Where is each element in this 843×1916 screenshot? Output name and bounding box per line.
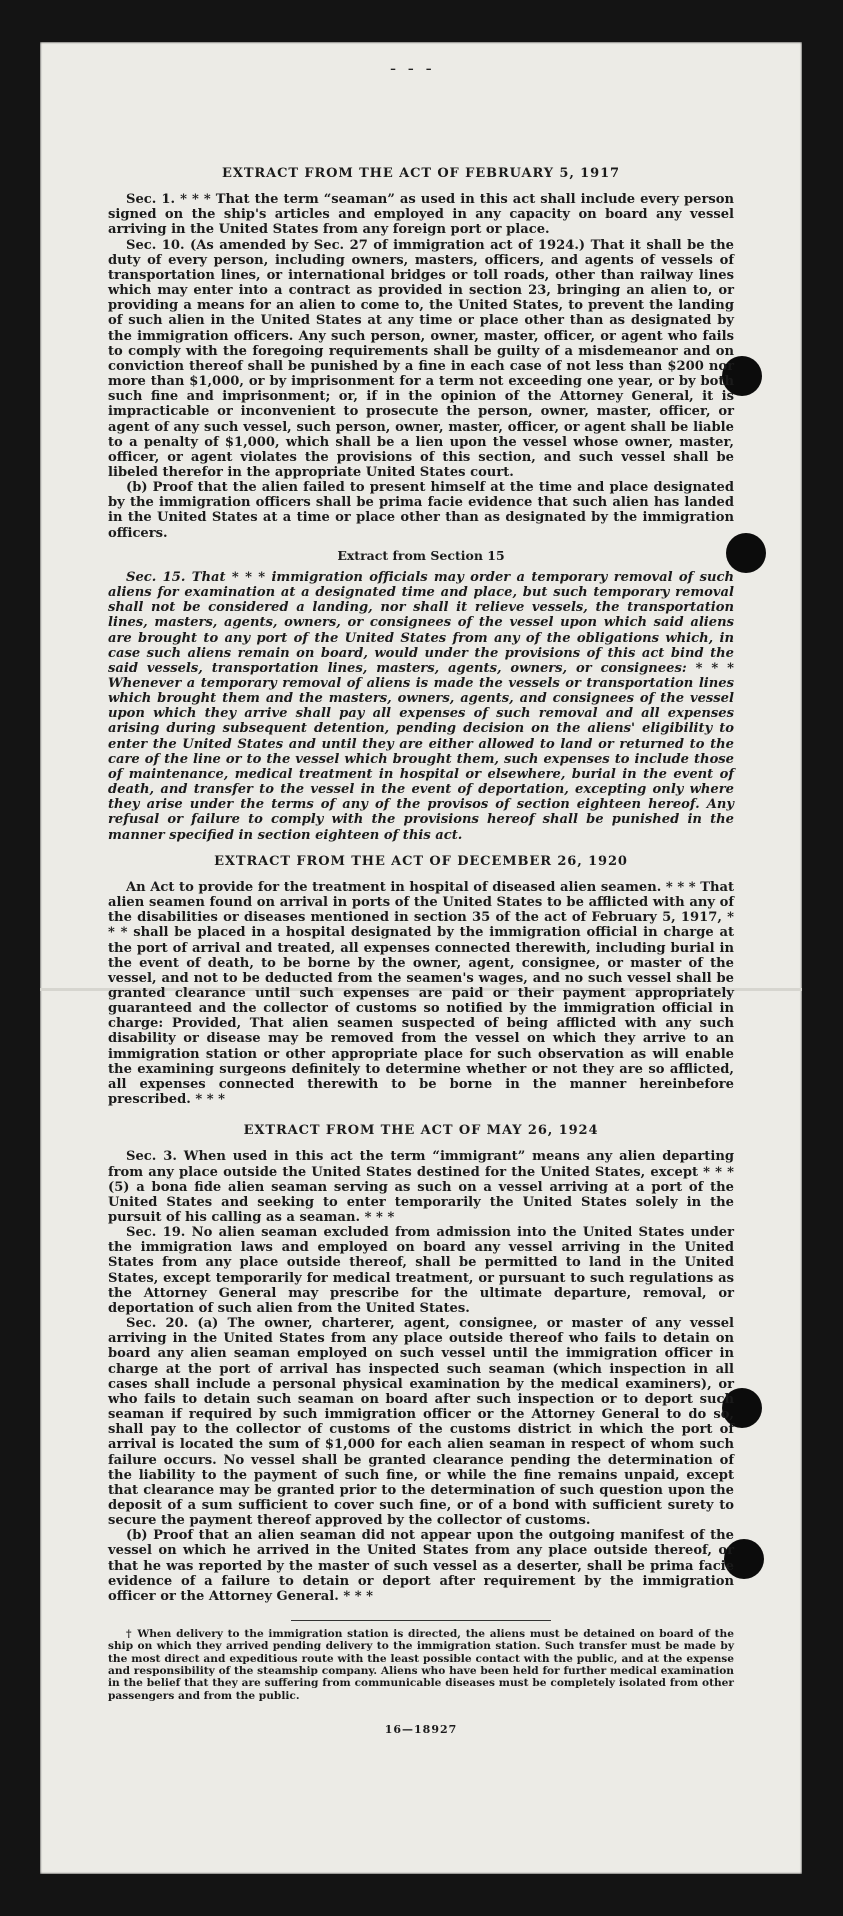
section-heading-sec-15: Extract from Section 15 (337, 547, 505, 563)
top-mark: - - - (390, 58, 435, 79)
section-heading-may-1924: EXTRACT FROM THE ACT OF MAY 26, 1924 (243, 1123, 599, 1139)
paragraph-sec-1: Sec. 1. * * * That the term “seaman” as used in this act shall include every person signed on the ship's articles and employed in any capacity on board any vessel arriving in the United States from any foreign port or place. (108, 192, 734, 238)
section-heading-feb-1917: EXTRACT FROM THE ACT OF FEBRUARY 5, 1917 (222, 166, 620, 181)
document-page (40, 42, 802, 1874)
paragraph-sec-3: Sec. 3. When used in this act the term “immigrant” means any alien departing from any place outside the United States destined for the United States, except * * * (5) a bona fide alien seaman serving as such on a vessel arriving at a port of the United States and seeking to enter temporarily the United States solely in the pursuit of his calling as a seaman. * * * (108, 1149, 734, 1225)
paragraph-sec-20-a: Sec. 20. (a) The owner, charterer, agent, consignee, or master of any vessel arriving in the United States from any place outside thereof who fails to detain on board any alien seaman employed on such vessel until the immigration officer in charge at the port of arrival has inspected such seaman (which inspection in all cases shall include a personal physical examination by the medical examiners), or who fails to detain such seaman on board after such inspection or to deport such seaman if required by such immigration officer or the Attorney General to do so, shall pay to the collector of customs of the customs district in which the port of arrival is located the sum of $1,000 for each alien seaman in respect of whom such failure occurs. No vessel shall be granted clearance pending the determination of the liability to the payment of such fine, or while the fine remains unpaid, except that clearance may be granted prior to the determination of such question upon the deposit of a sum sufficient to cover such fine, or of a bond with sufficient surety to secure the payment thereof approved by the collector of customs. (108, 1316, 734, 1529)
footnote: † When delivery to the immigration station is directed, the aliens must be detained on board of the ship on which they arrived pending delivery to the immigration station. Such transfer must be made by the most direct and expeditious route with the least possible contact with the public, and at the expense and responsibility of the steamship company. Aliens who have been held for further medical examination in the belief that they are suffering from communicable diseases must be completely isolated from other passengers and from the public. (108, 1628, 734, 1702)
paragraph-sec-15: Sec. 15. That * * * immigration officials may order a temporary removal of such aliens for examination at a designated time and place, but such temporary removal shall not be considered a landing, nor shall it relieve vessels, the transportation lines, masters, agents, owners, or consignees of the vessel upon which said aliens are brought to any port of the United States from any of the obligations which, in case such aliens remain on board, would under the provisions of this act bind the said vessels, transportation lines, masters, agents, owners, or consignees: * * * Whenever a temporary removal of aliens is made the vessels or transportation lines which brought them and the masters, owners, agents, and consignees of the vessel upon which they arrive shall pay all expenses of such removal and all expenses arising during subsequent detention, pending decision on the aliens' eligibility to enter the United States and until they are either allowed to land or returned to the care of the line or to the vessel which brought them, such expenses to include those of maintenance, medical treatment in hospital or elsewhere, burial in the event of death, and transfer to the vessel in the event of deportation, excepting only where they arise under the terms of any of the provisos of section eighteen hereof. Any refusal or failure to comply with the provisions hereof shall be punished in the manner specified in section eighteen of this act. (108, 569, 734, 843)
document-body (108, 166, 734, 1737)
form-code: 16—18927 (384, 1722, 458, 1736)
paragraph-sec-20-b: (b) Proof that an alien seaman did not appear upon the outgoing manifest of the vessel on which he arrived in the United States from any place outside thereof, or that he was reported by the master of such vessel as a deserter, shall be prima facie evidence of a failure to detain or deport after requirement by the immigration officer or the Attorney General. * * * (108, 1528, 734, 1604)
paragraph-sec-10-b: (b) Proof that the alien failed to present himself at the time and place designated by the immigration officers shall be prima facie evidence that such alien has landed in the United States at a time or place other than as designated by the immigration officers. (108, 480, 734, 541)
paragraph-act-1920: An Act to provide for the treatment in hospital of diseased alien seamen. * * * That alien seamen found on arrival in ports of the United States to be afflicted with any of the disabilities or diseases mentioned in section 35 of the act of February 5, 1917, * * * shall be placed in a hospital designated by the immigration official in charge at the port of arrival and treated, all expenses connected therewith, including burial in the event of death, to be borne by the owner, agent, consignee, or master of the vessel, and not to be deducted from the seamen's wages, and no such vessel shall be granted clearance until such expenses are paid or their payment appropriately guaranteed and the collector of customs so notified by the immigration official in charge: Provided, That alien seamen suspected of being afflicted with any such disability or disease may be removed from the vessel on which they arrive to an immigration station or other appropriate place for such observation as will enable the examining surgeons definitely to determine whether or not they are so afflicted, all expenses connected therewith to be borne in the manner hereinbefore prescribed. * * * (108, 879, 734, 1108)
paragraph-sec-10: Sec. 10. (As amended by Sec. 27 of immigration act of 1924.) That it shall be the duty of every person, including owners, masters, officers, and agents of vessels of transportation lines, or international bridges or toll roads, other than railway lines which may enter into a contract as provided in section 23, bringing an alien to, or providing a means for an alien to come to, the United States, to prevent the landing of such alien in the United States at any time or place other than as designated by the immigration officers. Any such person, owner, master, officer, or agent who fails to comply with the foregoing requirements shall be guilty of a misdemeanor and on conviction thereof shall be punished by a fine in each case of not less than $200 nor more than $1,000, or by imprisonment for a term not exceeding one year, or by both such fine and imprisonment; or, if in the opinion of the Attorney General, it is impracticable or inconvenient to prosecute the person, owner, master, officer, or agent of any such vessel, such person, owner, master, officer, or agent shall be liable to a penalty of $1,000, which shall be a lien upon the vessel whose owner, master, officer, or agent violates the provisions of this section, and such vessel shall be libeled therefor in the appropriate United States court. (108, 237, 734, 480)
section-heading-dec-1920: EXTRACT FROM THE ACT OF DECEMBER 26, 1920 (214, 853, 628, 869)
paragraph-sec-19: Sec. 19. No alien seaman excluded from admission into the United States under the immigration laws and employed on board any vessel arriving in the United States from any place outside thereof, shall be permitted to land in the United States, except temporarily for medical treatment, or pursuant to such regulations as the Attorney General may prescribe for the ultimate departure, removal, or deportation of such alien from the United States. (108, 1225, 734, 1316)
